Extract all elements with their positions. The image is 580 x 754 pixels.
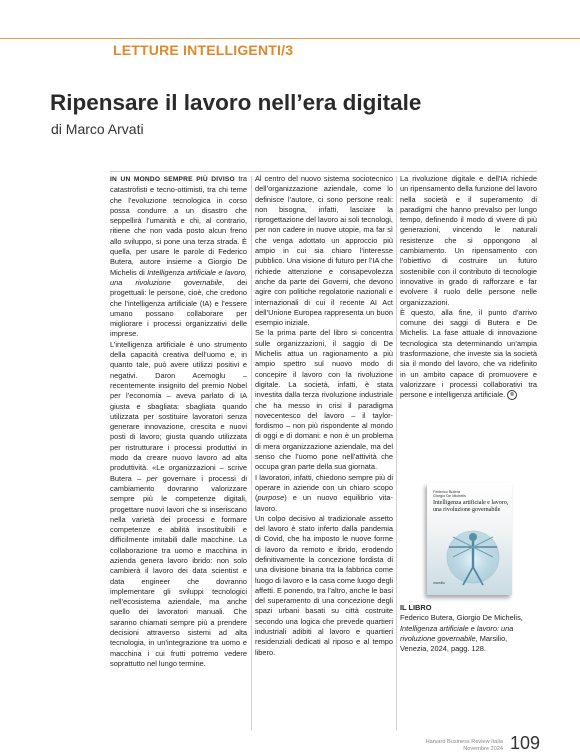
- page-number: 109: [510, 733, 541, 753]
- end-mark-icon: ®: [507, 390, 517, 400]
- book-cover-image: [427, 483, 512, 595]
- paragraph-8: È questo, alla fine, il punto d’arrivo comune dei saggi di Butera e De Michelis. La fase attuale di innovazione tecnologica sta determinando un’ampia trasformazione, che investe sia la società sia il mondo del lavoro, che va ridefinito in un ambito capace di promuovere e valorizzare i processi collaborativi tra persone e intelligenza artificiale. ®: [400, 307, 537, 400]
- paragraph-6: Un colpo decisivo al tradizionale assetto del lavoro è stato inferto dalla pandemia di Covid, che ha imposto le nuove forme di lavoro da remoto e ibrido, erodendo definitivamente la concezione fordista di una divisione binaria tra la fabbrica come luogo di lavoro e la casa come luogo degli affetti. E ponendo, tra l’altro, anche le basi del superamento di una concezione degli spazi urbani basati su città costruite secondo una logica che prevede quartieri industriali adibiti al lavoro e quartieri residenziali dedicati al riposo e al tempo libero.: [255, 513, 393, 657]
- paragraph-3: Al centro del nuovo sistema sociotecnico dell’organizzazione aziendale, come lo definisce l’autore, ci sono persone reali: non bisogna, infatti, lasciare la riprogettazione del lavoro ai soli tecnologi, per non cadere in nuove utopie, ma far sì che venga adottato un approccio più ampio in cui sia chiaro l’interesse pubblico. Una visione di futuro per l’IA che richiede attenzione e consapevolezza anche da parte dei Governi, che devono agire con politiche regolatorie nazionali e internazionali di cui il recente AI Act dell’Unione Europea rappresenta un buon esempio iniziale.: [255, 174, 393, 328]
- column-3: [400, 174, 537, 401]
- column-divider-1: [251, 176, 252, 731]
- book-caption: [400, 603, 537, 654]
- column-2: [255, 174, 393, 658]
- lead-in: IN UN MONDO SEMPRE PIÙ DIVISO: [110, 176, 235, 183]
- book-caption-authors: Federico Butera, Giorgio De Michelis,: [400, 613, 523, 623]
- section-label: LETTURE INTELLIGENTI/3: [113, 42, 294, 58]
- body-top-rule: [110, 171, 537, 172]
- book-cover-authors: Federico Butera Giorgio De Michelis: [433, 490, 466, 499]
- book-caption-title: Intelligenza artificiale e lavoro: una rivoluzione governabile: [400, 623, 514, 643]
- vitruvian-figure-icon: [437, 523, 507, 593]
- top-rule: [0, 38, 580, 39]
- book-caption-label: IL LIBRO: [400, 603, 432, 612]
- article-title: Ripensare il lavoro nell’era digitale: [50, 90, 422, 115]
- paragraph-4: Se la prima parte del libro si concentra sulle organizzazioni, il saggio di De Michelis attua un ragionamento a più ampio spettro sul nuovo modo di concepire il lavoro con la rivoluzione digitale. La società, infatti, è stata investita dalla terza rivoluzione industriale che ha messo in crisi il paradigma novecentesco del lavoro – il taylor-fordismo – non più rispondente al mondo di oggi e di domani: e non è un problema di mera organizzazione aziendale, ma del senso che l’uomo pone nell’attività che occupa gran parte della sua giornata.: [255, 328, 393, 472]
- paragraph-7: La rivoluzione digitale e dell’IA richiede un ripensamento della funzione del lavoro nella società e il superamento di paradigmi che hanno prevalso per lungo tempo, definendo il modo di vivere di più generazioni, vincendo le naturali resistenze che si oppongono al cambiamento. Un ripensamento con l’obiettivo di costruire un futuro sostenibile con il contributo di tecnologie innovative in grado di rafforzare e far evolvere il ruolo delle persone nelle organizzazioni.: [400, 174, 537, 307]
- paragraph-5: I lavoratori, infatti, chiedono sempre più di operare in aziende con un chiaro scopo (purpose) e un nuovo equilibrio vita-lavoro.: [255, 472, 393, 513]
- column-1: [110, 174, 247, 669]
- footer-publication: Harvard Business Review Italia Novembre 2024: [425, 739, 503, 752]
- column-divider-2: [396, 176, 397, 731]
- paragraph-1: IN UN MONDO SEMPRE PIÙ DIVISO tra catastrofisti e tecno-ottimisti, tra chi teme che l’evoluzione tecnologica in corso possa condurre a un disastro che seppellirà l’umanità e chi, al contrario, ritiene che non vada posto alcun freno allo sviluppo, si pone una terza strada. È quella, per usare le parole di Federico Butera, autore insieme a Giorgio De Michelis di Intelligenza artificiale e lavoro, una rivoluzione governabile, dei progettuali: le persone, cioè, che credono che l’intelligenza artificiale (IA) e l’essere umano possano collaborare per migliorare i processi organizzativi delle imprese.: [110, 174, 247, 339]
- article-byline: di Marco Arvati: [51, 121, 144, 137]
- book-cover-publisher: marsilio: [433, 581, 446, 585]
- book-cover-title: Intelligenza artificiale e lavoro, una rivoluzione governabile: [433, 500, 509, 513]
- book-caption-details: , Marsilio, Venezia, 2024, pagg. 128.: [400, 633, 508, 654]
- paragraph-2: L’intelligenza artificiale è uno strumento della capacità creativa dell’uomo e, in quanto tale, può avere utilizzi positivi e negativi. Daron Acemoglu – recentemente insignito del premio Nobel per l’economia – aveva parlato di IA giusta e sbagliata: sbagliata quando utilizzata per sostituire lavoratori senza generare innovazione, crescita e nuovi posti di lavoro; giusta quando utilizzata per ristrutturare i processi produttivi in modo da creare nuovo lavoro ad alta produttività. «Le organizzazioni – scrive Butera – per governare i processi di cambiamento dovranno valorizzare sempre più le competenze digitali, progettare nuovi lavori che si inseriscano nella varietà dei processi e formare competenze e abilità insostituibili e difficilmente imitabili dalle macchine. La collaborazione tra uomo e macchina in azienda genera lavoro ibrido: non solo cambierà il lavoro dei data scientist e data engineer che dovranno implementare gli sviluppi tecnologici nell’ecosistema aziendale, ma anche quello dei lavoratori manuali. Che saranno chiamati sempre più a prendere decisioni attraverso sistemi ad alta tecnologia, in un’integrazione tra uomo e macchina i cui frutti potremo vedere soprattutto nel lungo termine.: [110, 339, 247, 668]
